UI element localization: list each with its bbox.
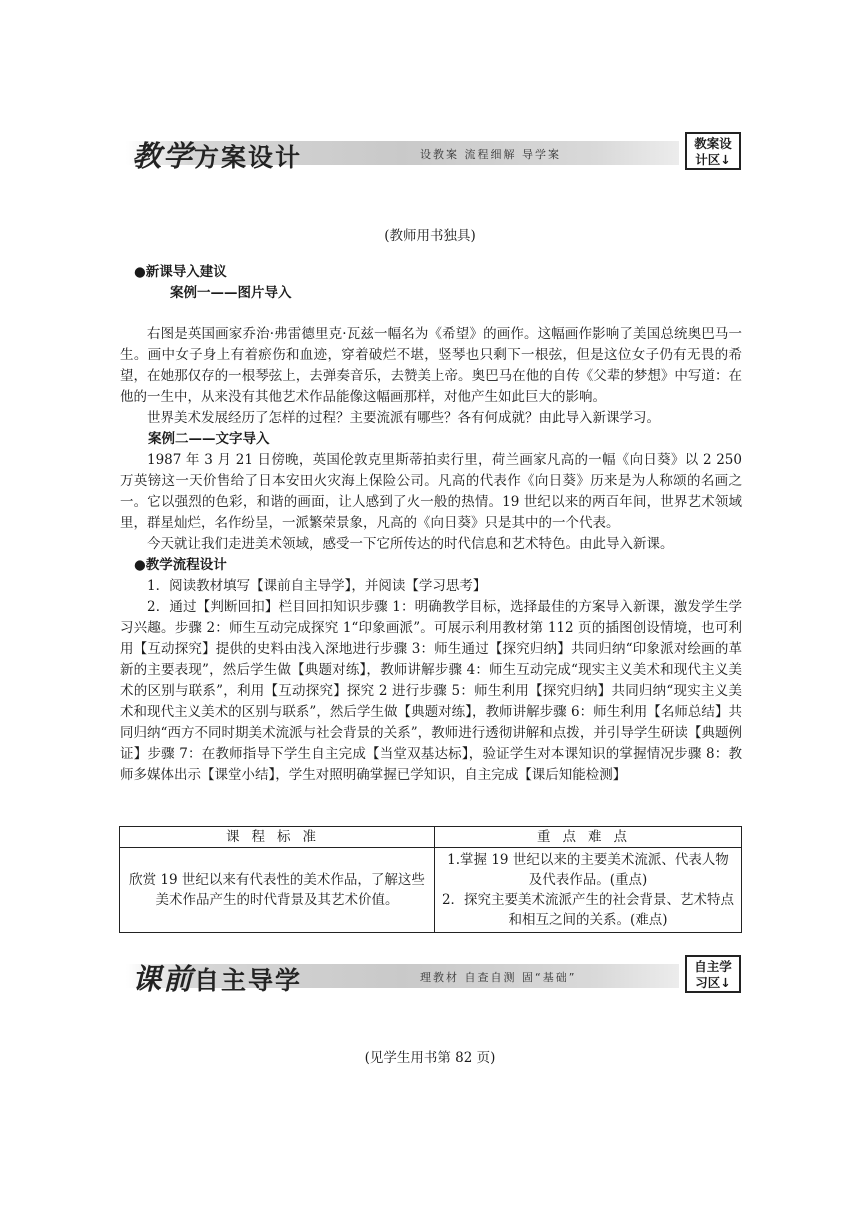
curriculum-standards-table <box>119 826 742 933</box>
banner-title: 课前自主导学 <box>132 962 303 996</box>
section-banner-teaching-design <box>126 132 741 174</box>
student-book-reference: (见学生用书第 82 页) <box>364 1050 496 1066</box>
flow-step-1: 1．阅读教材填写【课前自主导学】，并阅读【学习思考】 <box>147 578 487 594</box>
banner-tagline: 设教案 流程细解 导学案 <box>420 148 561 161</box>
teacher-only-note: (教师用书独具) <box>384 228 476 244</box>
zone-label-box: 教案设 计区↓ <box>685 132 741 170</box>
table-header-key-points: 重点难点 <box>435 827 742 848</box>
case2-paragraph: 1987 年 3 月 21 日傍晚，英国伦敦克里斯蒂拍卖行里，荷兰画家凡高的一幅《向日葵》以 2 250 万英镑这一天价售给了日本安田火灾海上保险公司。凡高的代表作《向日葵》历来是为人称颂的名画之一。它以强烈的色彩，和谐的画面，让人感到了火一般的热情。19 世纪以来的两百年间，世界艺术领域里，群星灿烂，名作纷呈，一派繁荣景象，凡高的《向日葵》只是其中的一个代表。 <box>120 452 742 531</box>
down-arrow-icon: ↓ <box>720 975 731 990</box>
table-cell-key-points <box>435 848 742 933</box>
down-arrow-icon: ↓ <box>720 152 731 167</box>
case1-title: 案例一——图片导入 <box>170 285 292 301</box>
case2-transition: 今天就让我们走进美术领域，感受一下它所传达的时代信息和艺术特色。由此导入新课。 <box>147 536 674 552</box>
banner-title: 教学方案设计 <box>132 139 303 173</box>
banner-tagline: 理教材 自查自测 固“基础” <box>420 971 577 984</box>
table-header-standards: 课程标准 <box>120 827 435 848</box>
zone-label-box: 自主学 习区↓ <box>685 955 741 993</box>
main-content <box>120 262 742 786</box>
flow-heading: ●教学流程设计 <box>134 557 227 573</box>
case2-title: 案例二——文字导入 <box>148 431 270 447</box>
section-banner-self-study <box>126 955 741 997</box>
case1-paragraph: 右图是英国画家乔治·弗雷德里克·瓦兹一幅名为《希望》的画作。这幅画作影响了美国总统奥巴马一生。画中女子身上有着瘀伤和血迹，穿着破烂不堪，竖琴也只剩下一根弦，但是这位女子仍有无畏的希望，在她那仅存的一根琴弦上，去弹奏音乐，去赞美上帝。奥巴马在他的自传《父辈的梦想》中写道：在他的一生中，从来没有其他艺术作品能像这幅画那样，对他产生如此巨大的影响。 <box>120 326 742 405</box>
key-point-2: 2．探究主要美术流派产生的社会背景、艺术特点和相互之间的关系。(难点) <box>441 892 735 928</box>
case1-transition: 世界美术发展经历了怎样的过程？主要流派有哪些？各有何成就？由此导入新课学习。 <box>147 410 660 426</box>
key-point-1: 1.掌握 19 世纪以来的主要美术流派、代表人物及代表作品。(重点) <box>447 852 729 888</box>
intro-heading: ●新课导入建议 <box>134 264 227 280</box>
table-cell-standards: 欣赏 19 世纪以来有代表性的美术作品，了解这些美术作品产生的时代背景及其艺术价值。 <box>120 848 435 933</box>
flow-step-2: 2．通过【判断回扣】栏目回扣知识步骤 1：明确教学目标，选择最佳的方案导入新课，激发学生学习兴趣。步骤 2：师生互动完成探究 1“印象画派”。可展示利用教材第 112 页的插图创设情境，也可利用【互动探究】提供的史料由浅入深地进行步骤 3：师生通过【探究归纳】共同归纳“印象派对绘画的革新的主要表现”，然后学生做【典题对练】，教师讲解步骤 4：师生互动完成“现实主义美术和现代主义美术的区别与联系”，利用【互动探究】探究 2 进行步骤 5：师生利用【探究归纳】共同归纳“现实主义美术和现代主义美术的区别与联系”，然后学生做【典题对练】，教师讲解步骤 6：师生利用【名师总结】共同归纳“西方不同时期美术流派与社会背景的关系”，教师进行透彻讲解和点拨，并引导学生研读【典题例证】步骤 7：在教师指导下学生自主完成【当堂双基达标】，验证学生对本课知识的掌握情况步骤 8：教师多媒体出示【课堂小结】，学生对照明确掌握已学知识，自主完成【课后知能检测】 <box>120 599 742 783</box>
